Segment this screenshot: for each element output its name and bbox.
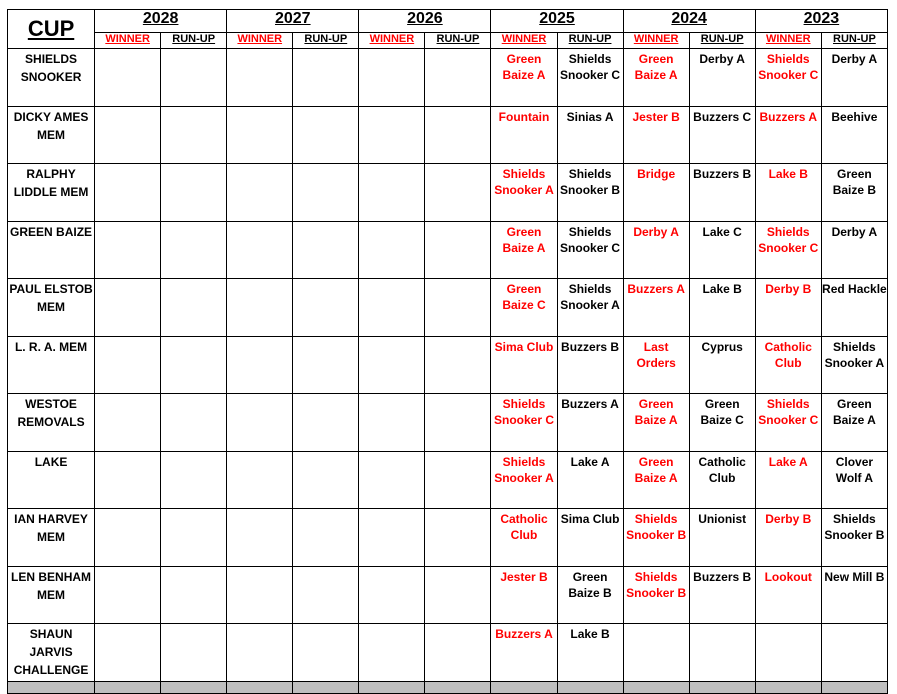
runup-cell: Shields Snooker A — [821, 337, 887, 394]
winner-cell — [227, 337, 293, 394]
winner-cell — [95, 279, 161, 337]
winner-cell: Bridge — [623, 164, 689, 222]
cup-name: PAUL ELSTOB MEM — [8, 279, 95, 337]
winner-cell — [95, 49, 161, 107]
winner-cell — [227, 164, 293, 222]
runup-cell — [425, 567, 491, 624]
winner-cell: Buzzers A — [491, 624, 557, 682]
runup-cell: Cyprus — [689, 337, 755, 394]
winner-cell — [359, 624, 425, 682]
winner-cell: Green Baize A — [491, 49, 557, 107]
winner-cell: Shields Snooker A — [491, 164, 557, 222]
footer-cell — [8, 682, 95, 694]
winner-cell — [95, 337, 161, 394]
footer-cell — [95, 682, 161, 694]
winner-cell: Buzzers A — [755, 107, 821, 164]
winner-cell — [359, 567, 425, 624]
runup-cell — [161, 394, 227, 452]
runup-cell — [161, 49, 227, 107]
runup-cell: Buzzers B — [557, 337, 623, 394]
winner-cell: Green Baize A — [491, 222, 557, 279]
winner-cell — [95, 107, 161, 164]
runup-cell — [293, 624, 359, 682]
footer-cell — [755, 682, 821, 694]
winner-column-header: WINNER — [227, 33, 293, 49]
winner-cell — [95, 567, 161, 624]
winner-cell: Jester B — [491, 567, 557, 624]
table-row — [8, 394, 888, 452]
year-header: 2024 — [623, 10, 755, 33]
runup-cell — [425, 107, 491, 164]
winner-cell — [95, 509, 161, 567]
runup-cell: New Mill B — [821, 567, 887, 624]
runup-cell: Lake B — [557, 624, 623, 682]
cup-name: GREEN BAIZE — [8, 222, 95, 279]
table-row — [8, 509, 888, 567]
winner-cell: Catholic Club — [755, 337, 821, 394]
winner-cell — [359, 164, 425, 222]
cup-name: RALPHY LIDDLE MEM — [8, 164, 95, 222]
runup-cell: Buzzers C — [689, 107, 755, 164]
year-header: 2026 — [359, 10, 491, 33]
table-row — [8, 222, 888, 279]
cup-name: LAKE — [8, 452, 95, 509]
year-header-row — [8, 10, 888, 33]
cup-name: SHAUN JARVIS CHALLENGE — [8, 624, 95, 682]
winner-column-header: WINNER — [95, 33, 161, 49]
winner-cell: Buzzers A — [623, 279, 689, 337]
runup-cell — [161, 452, 227, 509]
runup-cell — [425, 164, 491, 222]
runup-cell — [161, 164, 227, 222]
winner-cell: Green Baize A — [623, 49, 689, 107]
year-header: 2027 — [227, 10, 359, 33]
winner-cell — [95, 222, 161, 279]
winner-runup-header-row — [8, 33, 888, 49]
winner-cell — [227, 107, 293, 164]
runup-cell: Lake C — [689, 222, 755, 279]
runup-cell — [425, 279, 491, 337]
winner-column-header: WINNER — [755, 33, 821, 49]
winner-cell — [359, 452, 425, 509]
runup-cell — [425, 49, 491, 107]
runup-cell: Derby A — [689, 49, 755, 107]
winner-cell — [227, 624, 293, 682]
runup-cell — [161, 107, 227, 164]
runup-cell: Sima Club — [557, 509, 623, 567]
winner-cell: Lookout — [755, 567, 821, 624]
runup-column-header: RUN-UP — [425, 33, 491, 49]
runup-cell: Buzzers B — [689, 567, 755, 624]
table-row — [8, 567, 888, 624]
winner-cell: Fountain — [491, 107, 557, 164]
runup-cell: Unionist — [689, 509, 755, 567]
cup-name: WESTOE REMOVALS — [8, 394, 95, 452]
table-row — [8, 164, 888, 222]
year-header: 2028 — [95, 10, 227, 33]
runup-cell: Derby A — [821, 49, 887, 107]
year-header: 2023 — [755, 10, 887, 33]
footer-cell — [359, 682, 425, 694]
runup-cell: Red Hackle — [821, 279, 887, 337]
footer-cell — [293, 682, 359, 694]
runup-cell: Lake B — [689, 279, 755, 337]
runup-cell: Green Baize C — [689, 394, 755, 452]
cup-results-table — [7, 9, 888, 694]
winner-cell: Shields Snooker B — [623, 567, 689, 624]
runup-cell: Shields Snooker A — [557, 279, 623, 337]
runup-cell — [293, 509, 359, 567]
winner-cell — [227, 222, 293, 279]
winner-column-header: WINNER — [491, 33, 557, 49]
table-row — [8, 107, 888, 164]
cup-header: CUP — [8, 10, 95, 49]
winner-cell — [227, 452, 293, 509]
winner-column-header: WINNER — [359, 33, 425, 49]
winner-cell: Shields Snooker C — [491, 394, 557, 452]
winner-cell: Lake B — [755, 164, 821, 222]
runup-cell — [425, 337, 491, 394]
cup-name: DICKY AMES MEM — [8, 107, 95, 164]
runup-cell — [293, 452, 359, 509]
runup-cell — [293, 222, 359, 279]
runup-cell — [293, 279, 359, 337]
winner-cell: Shields Snooker B — [623, 509, 689, 567]
winner-column-header: WINNER — [623, 33, 689, 49]
runup-cell: Sinias A — [557, 107, 623, 164]
footer-strip — [8, 682, 888, 694]
winner-cell: Last Orders — [623, 337, 689, 394]
winner-cell — [623, 624, 689, 682]
runup-cell — [161, 509, 227, 567]
runup-cell: Green Baize B — [821, 164, 887, 222]
footer-cell — [491, 682, 557, 694]
runup-cell: Green Baize B — [557, 567, 623, 624]
runup-cell — [161, 337, 227, 394]
winner-cell — [227, 567, 293, 624]
footer-cell — [161, 682, 227, 694]
runup-cell — [425, 452, 491, 509]
winner-cell — [227, 394, 293, 452]
winner-cell — [95, 452, 161, 509]
winner-cell — [227, 49, 293, 107]
year-header: 2025 — [491, 10, 623, 33]
winner-cell — [359, 394, 425, 452]
runup-column-header: RUN-UP — [293, 33, 359, 49]
winner-cell — [95, 394, 161, 452]
winner-cell — [359, 49, 425, 107]
winner-cell — [95, 624, 161, 682]
runup-cell — [689, 624, 755, 682]
runup-cell — [161, 624, 227, 682]
runup-cell: Shields Snooker B — [557, 164, 623, 222]
runup-cell — [161, 279, 227, 337]
winner-cell — [359, 509, 425, 567]
runup-cell — [161, 222, 227, 279]
runup-cell — [293, 567, 359, 624]
runup-column-header: RUN-UP — [557, 33, 623, 49]
runup-cell: Clover Wolf A — [821, 452, 887, 509]
winner-cell: Catholic Club — [491, 509, 557, 567]
runup-cell: Buzzers B — [689, 164, 755, 222]
winner-cell — [359, 279, 425, 337]
winner-cell: Shields Snooker A — [491, 452, 557, 509]
runup-cell: Buzzers A — [557, 394, 623, 452]
winner-cell: Derby A — [623, 222, 689, 279]
winner-cell — [227, 509, 293, 567]
footer-cell — [689, 682, 755, 694]
table-row — [8, 452, 888, 509]
runup-cell: Beehive — [821, 107, 887, 164]
footer-cell — [227, 682, 293, 694]
winner-cell: Derby B — [755, 279, 821, 337]
table-row — [8, 279, 888, 337]
winner-cell: Jester B — [623, 107, 689, 164]
winner-cell: Green Baize A — [623, 452, 689, 509]
winner-cell: Shields Snooker C — [755, 394, 821, 452]
runup-cell — [425, 394, 491, 452]
runup-cell — [821, 624, 887, 682]
runup-cell — [425, 509, 491, 567]
runup-cell: Lake A — [557, 452, 623, 509]
runup-cell — [293, 164, 359, 222]
winner-cell: Shields Snooker C — [755, 222, 821, 279]
cup-name: SHIELDS SNOOKER — [8, 49, 95, 107]
runup-cell: Shields Snooker C — [557, 222, 623, 279]
runup-cell: Derby A — [821, 222, 887, 279]
winner-cell: Green Baize A — [623, 394, 689, 452]
runup-column-header: RUN-UP — [821, 33, 887, 49]
winner-cell — [227, 279, 293, 337]
footer-cell — [623, 682, 689, 694]
winner-cell — [359, 107, 425, 164]
winner-cell — [95, 164, 161, 222]
runup-cell — [293, 107, 359, 164]
winner-cell: Shields Snooker C — [755, 49, 821, 107]
table-row — [8, 49, 888, 107]
footer-cell — [821, 682, 887, 694]
runup-cell — [293, 49, 359, 107]
runup-cell — [293, 394, 359, 452]
runup-cell — [161, 567, 227, 624]
cup-name: L. R. A. MEM — [8, 337, 95, 394]
winner-cell — [359, 222, 425, 279]
winner-cell: Derby B — [755, 509, 821, 567]
table-row — [8, 624, 888, 682]
winner-cell: Lake A — [755, 452, 821, 509]
runup-cell: Shields Snooker C — [557, 49, 623, 107]
runup-cell — [425, 624, 491, 682]
runup-cell — [425, 222, 491, 279]
runup-cell: Shields Snooker B — [821, 509, 887, 567]
winner-cell — [755, 624, 821, 682]
runup-column-header: RUN-UP — [689, 33, 755, 49]
cup-name: IAN HARVEY MEM — [8, 509, 95, 567]
footer-cell — [557, 682, 623, 694]
footer-cell — [425, 682, 491, 694]
winner-cell: Sima Club — [491, 337, 557, 394]
winner-cell — [359, 337, 425, 394]
runup-cell: Green Baize A — [821, 394, 887, 452]
cup-name: LEN BENHAM MEM — [8, 567, 95, 624]
runup-cell — [293, 337, 359, 394]
runup-cell: Catholic Club — [689, 452, 755, 509]
runup-column-header: RUN-UP — [161, 33, 227, 49]
winner-cell: Green Baize C — [491, 279, 557, 337]
table-row — [8, 337, 888, 394]
